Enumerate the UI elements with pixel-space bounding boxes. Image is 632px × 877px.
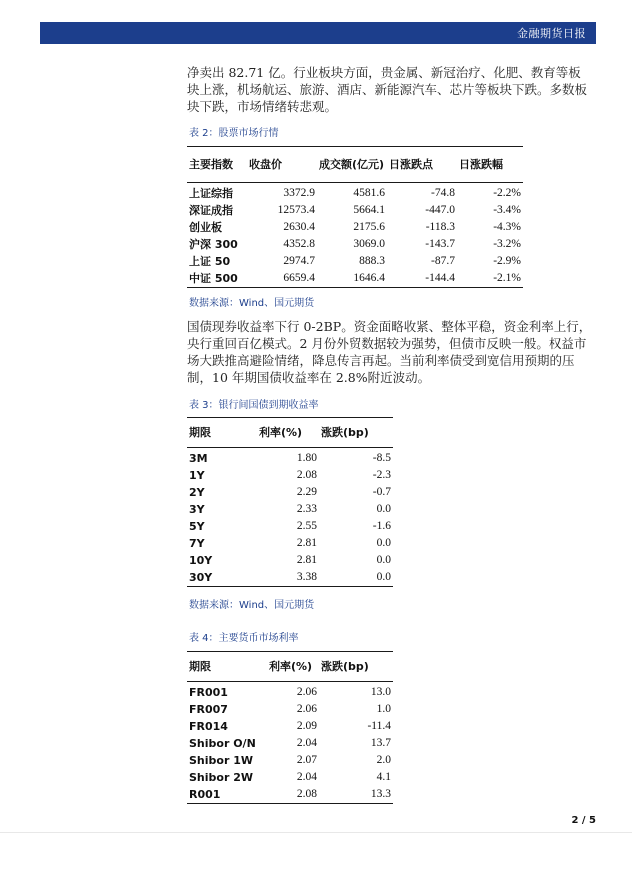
- cell-value: 2.81: [296, 537, 317, 549]
- table-row: [187, 270, 523, 288]
- cell-value: -8.5: [372, 452, 391, 464]
- row-label: 1Y: [189, 469, 205, 482]
- table4-caption: 表 4：主要货币市场利率: [189, 633, 299, 644]
- table-row: [187, 701, 393, 718]
- table-row: [187, 769, 393, 786]
- cell-value: 2630.4: [283, 221, 315, 233]
- cell-value: 4581.6: [353, 187, 385, 199]
- table-row: [187, 236, 523, 253]
- cell-value: -3.2%: [493, 238, 521, 250]
- cell-value: 13.3: [319, 786, 393, 804]
- table-row: [187, 735, 393, 752]
- cell-value: 2.08: [296, 469, 317, 481]
- row-label: 3M: [189, 452, 208, 465]
- cell-value: 1646.4: [317, 270, 387, 288]
- row-label: Shibor 1W: [189, 754, 253, 767]
- cell-value: -143.7: [425, 238, 455, 250]
- row-label: 沪深 300: [189, 238, 238, 251]
- cell-value: 0.0: [376, 503, 391, 515]
- paragraph-market-summary: 净卖出 82.71 亿。行业板块方面，贵金属、新冠治疗、化肥、教育等板块上涨，机场航运、旅游、酒店、新能源汽车、芯片等板块下跌。多数板块下跌，市场情绪转悲观。: [187, 65, 588, 114]
- row-label: Shibor O/N: [189, 737, 256, 750]
- table3-caption: 表 3：银行间国债到期收益率: [189, 400, 319, 411]
- table-row: [187, 183, 523, 203]
- cell-value: 2974.7: [283, 255, 315, 267]
- cell-value: 2.06: [296, 703, 317, 715]
- cell-value: 2.04: [296, 737, 317, 749]
- cell-value: 2.0: [376, 754, 391, 766]
- col-header-close: 收盘价: [247, 147, 317, 183]
- table3-source: 数据来源：Wind、国元期货: [189, 600, 315, 611]
- row-label: 创业板: [189, 221, 222, 234]
- cell-value: -11.4: [367, 720, 391, 732]
- table-row: [187, 518, 393, 535]
- cell-value: 2.33: [296, 503, 317, 515]
- cell-value: 0.0: [376, 554, 391, 566]
- table-row: [187, 484, 393, 501]
- row-label: 2Y: [189, 486, 205, 499]
- table2-source: 数据来源：Wind、国元期货: [189, 298, 315, 309]
- cell-value: 888.3: [359, 255, 385, 267]
- cell-value: 2.81: [296, 554, 317, 566]
- cell-value: 2.09: [296, 720, 317, 732]
- cell-value: -87.7: [431, 255, 455, 267]
- row-label: 7Y: [189, 537, 205, 550]
- report-brand: 金融期货日报: [517, 27, 586, 40]
- cell-value: 2.08: [267, 786, 319, 804]
- cell-value: 2.07: [296, 754, 317, 766]
- row-label: 10Y: [189, 554, 213, 567]
- table-row: [187, 786, 393, 804]
- row-label: 上证 50: [189, 255, 231, 268]
- row-label: FR014: [189, 720, 228, 733]
- table-row: [187, 569, 393, 587]
- cell-value: 6659.4: [247, 270, 317, 288]
- col-header-change-bp: 涨跌(bp): [319, 652, 393, 682]
- cell-value: 2.04: [296, 771, 317, 783]
- header-bar: [40, 22, 596, 44]
- table2-caption: 表 2：股票市场行情: [189, 128, 279, 139]
- col-header-volume: 成交额(亿元): [317, 147, 387, 183]
- cell-value: -2.2%: [493, 187, 521, 199]
- cell-value: 13.7: [370, 737, 391, 749]
- cell-value: 12573.4: [277, 204, 315, 216]
- cell-value: 0.0: [376, 537, 391, 549]
- cell-value: -4.3%: [493, 221, 521, 233]
- table-row: [187, 501, 393, 518]
- treasury-yield-table: [187, 417, 393, 587]
- cell-value: 4352.8: [283, 238, 315, 250]
- cell-value: -447.0: [425, 204, 455, 216]
- cell-value: 2175.6: [353, 221, 385, 233]
- row-label: FR001: [189, 686, 228, 699]
- cell-value: 2.06: [296, 686, 317, 698]
- table-row: [187, 752, 393, 769]
- col-header-change-pct: 日涨跌幅: [457, 147, 523, 183]
- table-row: [187, 202, 523, 219]
- row-label: 深证成指: [189, 204, 233, 217]
- cell-value: -3.4%: [493, 204, 521, 216]
- stock-market-table: [187, 146, 523, 288]
- cell-value: 1.80: [296, 452, 317, 464]
- cell-value: 4.1: [376, 771, 391, 783]
- cell-value: 2.55: [296, 520, 317, 532]
- table-row: [187, 552, 393, 569]
- col-header-term: 期限: [187, 418, 257, 448]
- col-header-rate: 利率(%): [267, 652, 319, 682]
- row-label: 3Y: [189, 503, 205, 516]
- cell-value: -2.3: [372, 469, 391, 481]
- row-label: 上证综指: [189, 187, 233, 200]
- row-label: 中证 500: [187, 270, 247, 288]
- paragraph-bond-market: 国债现券收益率下行 0-2BP。资金面略收紧、整体平稳，资金利率上行，央行重回百亿模式。2 月份外贸数据较为强势，但债市反映一般。权益市场大跌推高避险情绪，降息传言再起。当前利率债受到宽信用预期的压制，10 年期国债收益率在 2.8%附近波动。: [187, 319, 592, 385]
- cell-value: 0.0: [319, 569, 393, 587]
- row-label: 5Y: [189, 520, 205, 533]
- table-row: [187, 448, 393, 468]
- table-row: [187, 535, 393, 552]
- table-row: [187, 682, 393, 702]
- cell-value: -1.6: [372, 520, 391, 532]
- cell-value: 1.0: [376, 703, 391, 715]
- table-row: [187, 467, 393, 484]
- cell-value: -0.7: [372, 486, 391, 498]
- col-header-change-pts: 日涨跌点: [387, 147, 457, 183]
- cell-value: 3372.9: [283, 187, 315, 199]
- cell-value: -74.8: [431, 187, 455, 199]
- col-header-rate: 利率(%): [257, 418, 319, 448]
- row-label: R001: [187, 786, 267, 804]
- col-header-change-bp: 涨跌(bp): [319, 418, 393, 448]
- cell-value: 3069.0: [353, 238, 385, 250]
- row-label: Shibor 2W: [189, 771, 253, 784]
- page-number: 2 / 5: [571, 815, 596, 826]
- cell-value: -118.3: [425, 221, 455, 233]
- cell-value: 13.0: [370, 686, 391, 698]
- row-label: FR007: [189, 703, 228, 716]
- money-market-table: [187, 651, 393, 804]
- footer-divider: [0, 832, 632, 833]
- cell-value: -2.9%: [493, 255, 521, 267]
- table-row: [187, 219, 523, 236]
- col-header-index: 主要指数: [187, 147, 247, 183]
- cell-value: 5664.1: [353, 204, 385, 216]
- cell-value: 2.29: [296, 486, 317, 498]
- table-row: [187, 718, 393, 735]
- cell-value: 3.38: [257, 569, 319, 587]
- col-header-term: 期限: [187, 652, 267, 682]
- cell-value: -144.4: [387, 270, 457, 288]
- cell-value: -2.1%: [457, 270, 523, 288]
- row-label: 30Y: [187, 569, 257, 587]
- table-row: [187, 253, 523, 270]
